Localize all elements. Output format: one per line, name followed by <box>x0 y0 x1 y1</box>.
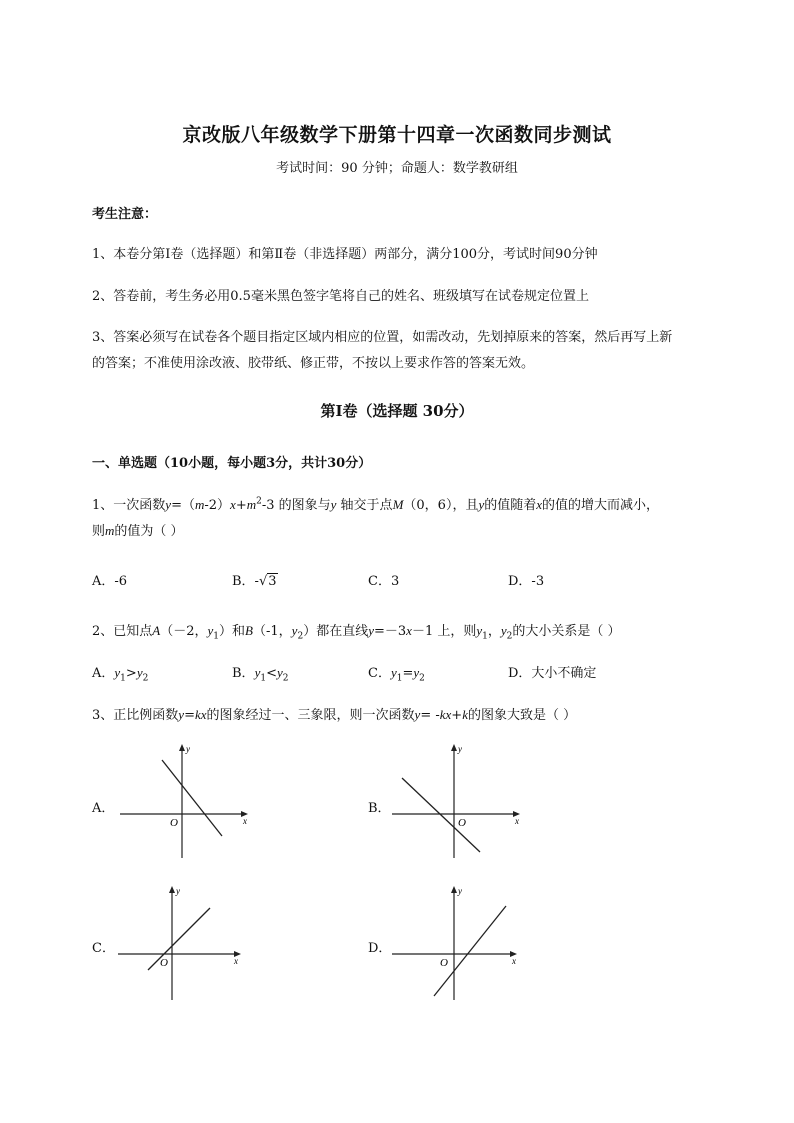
q2-sub: 2 <box>297 631 304 642</box>
q2-sub: 1 <box>120 673 126 684</box>
y-axis-arrow-icon <box>451 744 457 751</box>
q2-var-y: y <box>276 665 283 680</box>
q2-text: ）和 <box>219 624 246 639</box>
q3-option-c-label[interactable]: C． <box>92 941 115 956</box>
q1-text: 的值为（ ） <box>114 524 184 539</box>
q2-text: 的大小关系是（ ） <box>512 624 621 639</box>
q3-option-d-graph[interactable] <box>382 880 542 1005</box>
function-line <box>148 908 210 970</box>
x-axis-label: x <box>243 816 247 826</box>
notice-item-3-cont: 的答案；不准使用涂改液、胶带纸、修正带，不按以上要求作答的答案无效。 <box>92 356 535 371</box>
q1-var-y: y <box>165 497 172 512</box>
y-axis-arrow-icon <box>451 886 457 893</box>
question-2 <box>92 620 621 642</box>
q1-text: + <box>235 498 247 513</box>
q1-exponent: 2 <box>256 496 262 507</box>
q2-text: －1 上，则 <box>411 624 477 639</box>
q2-sub: 1 <box>260 673 267 684</box>
q3-var-kx: kx <box>439 707 452 722</box>
q1-text: =（ <box>171 498 195 513</box>
y-axis-label: y <box>458 886 462 896</box>
x-axis-label: x <box>512 956 516 966</box>
q2-var-y: y <box>114 665 121 680</box>
q2-sub: 1 <box>396 673 403 684</box>
q1-text: 1、一次函数 <box>92 498 166 513</box>
q1-option-d[interactable]: D．-3 <box>508 574 545 589</box>
notice-heading: 考生注意： <box>92 207 158 222</box>
q2-text: ）都在直线 <box>303 624 369 639</box>
q1-text: （0，6），且 <box>403 498 479 513</box>
q1-text: -2） <box>204 498 231 513</box>
q2-var-y: y <box>476 623 483 638</box>
q2-sub: 2 <box>282 673 289 684</box>
option-label: C． <box>368 666 391 681</box>
q3-var-y: y <box>178 707 185 722</box>
q2-option-b[interactable] <box>232 662 289 684</box>
q2-sub: 1 <box>482 631 488 642</box>
notice-item-3: 3、答案必须写在试卷各个题目指定区域内相应的位置，如需改动，先划掉原来的答案，然后再写上新 <box>92 330 673 345</box>
q2-text: 2、已知点 <box>92 624 153 639</box>
option-label: B． <box>232 666 255 681</box>
y-axis-label: y <box>458 744 462 754</box>
q2-option-a[interactable] <box>92 662 148 684</box>
origin-label: O <box>440 957 448 969</box>
q1-var-x: x <box>230 497 236 512</box>
q2-text: ， <box>487 624 501 639</box>
origin-label: O <box>160 957 168 969</box>
origin-label: O <box>170 817 178 829</box>
q2-point-b: B <box>245 623 253 638</box>
q2-text: （-1， <box>253 624 292 639</box>
q1-point-m: M <box>392 497 404 512</box>
x-axis-label: x <box>234 956 238 966</box>
notice-item-2: 2、答卷前，考生务必用0.5毫米黑色签字笔将自己的姓名、班级填写在试卷规定位置上 <box>92 289 589 304</box>
q1-var-m: m <box>194 497 205 512</box>
q2-var-y: y <box>413 665 420 680</box>
q2-text: （－2， <box>160 624 208 639</box>
q2-var-y: y <box>254 665 261 680</box>
sqrt-sign: √ <box>258 574 268 589</box>
q1-var-m: m <box>105 523 115 538</box>
q1-text: 的值的增大而减小， <box>542 498 660 513</box>
q2-var-y: y <box>207 623 214 638</box>
part-heading: 一、单选题（10小题，每小题3分，共计30分） <box>92 456 372 471</box>
q3-option-c-graph[interactable] <box>110 880 270 1005</box>
q2-point-a: A <box>152 623 161 638</box>
q1-var-y: y <box>330 497 337 512</box>
function-line <box>434 906 506 996</box>
q1-text: 则 <box>92 524 106 539</box>
q2-var-y: y <box>136 665 143 680</box>
q3-var-kx: kx <box>194 707 207 722</box>
page-title: 京改版八年级数学下册第十四章一次函数同步测试 <box>182 124 612 146</box>
q3-var-y: y <box>414 707 421 722</box>
q2-sub: 2 <box>419 673 425 684</box>
y-axis-arrow-icon <box>169 886 175 893</box>
q2-text: =－3 <box>373 624 407 639</box>
q1-text: 轴交于点 <box>336 498 393 513</box>
q1-var-y: y <box>478 497 485 512</box>
option-label: A． <box>92 666 115 681</box>
q2-var-y: y <box>291 623 298 638</box>
q2-sub: 2 <box>506 631 513 642</box>
y-axis-label: y <box>186 744 190 754</box>
question-1-line-1 <box>92 494 659 513</box>
q3-text: = - <box>420 708 440 723</box>
q3-text: = <box>184 708 195 723</box>
q3-var-k: k <box>462 707 468 722</box>
relation-symbol: < <box>266 666 277 681</box>
q3-option-a-graph[interactable] <box>110 740 270 865</box>
q1-option-b[interactable] <box>232 570 278 589</box>
q3-text: + <box>451 708 463 723</box>
q2-var-y: y <box>368 623 374 638</box>
relation-symbol: = <box>402 666 414 681</box>
q1-text: -3 的图象与 <box>261 498 331 513</box>
y-axis-arrow-icon <box>179 744 185 751</box>
q3-option-b-graph[interactable] <box>382 740 542 865</box>
notice-item-1: 1、本卷分第Ⅰ卷（选择题）和第Ⅱ卷（非选择题）两部分，满分100分，考试时间90分钟 <box>92 247 598 262</box>
q1-option-a[interactable]: A．-6 <box>92 574 128 589</box>
x-axis-label: x <box>515 816 519 826</box>
q1-text: 的值随着 <box>484 498 537 513</box>
relation-symbol: > <box>125 666 137 681</box>
q3-text: 的图象经过一、三象限，则一次函数 <box>206 708 415 723</box>
q1-var-m: m <box>246 497 257 512</box>
q2-option-d[interactable]: D．大小不确定 <box>508 666 597 681</box>
q2-var-y: y <box>390 665 397 680</box>
q3-option-b-label[interactable]: B． <box>368 801 391 816</box>
q2-option-c[interactable] <box>368 662 425 684</box>
section-title: 第Ⅰ卷（选择题 30分） <box>320 402 474 420</box>
q2-var-x: x <box>406 623 412 638</box>
origin-label: O <box>458 817 466 829</box>
q2-sub: 1 <box>213 631 220 642</box>
q1-var-x: x <box>536 497 543 512</box>
q2-var-y: y <box>500 623 507 638</box>
q1-option-c[interactable]: C．3 <box>368 574 400 589</box>
q3-option-d-label[interactable]: D． <box>368 941 392 956</box>
question-3 <box>92 704 576 723</box>
q2-sub: 2 <box>142 673 149 684</box>
function-line <box>402 778 480 852</box>
exam-subtitle: 考试时间：90 分钟；命题人：数学教研组 <box>276 161 518 176</box>
sqrt-radicand: 3 <box>268 574 277 589</box>
q3-text: 的图象大致是（ ） <box>467 708 577 723</box>
q1-option-b-prefix: B．- <box>232 574 259 589</box>
question-1-line-2 <box>92 520 184 539</box>
y-axis-label: y <box>176 886 180 896</box>
q3-text: 3、正比例函数 <box>92 708 179 723</box>
q3-option-a-label[interactable]: A． <box>92 801 115 816</box>
